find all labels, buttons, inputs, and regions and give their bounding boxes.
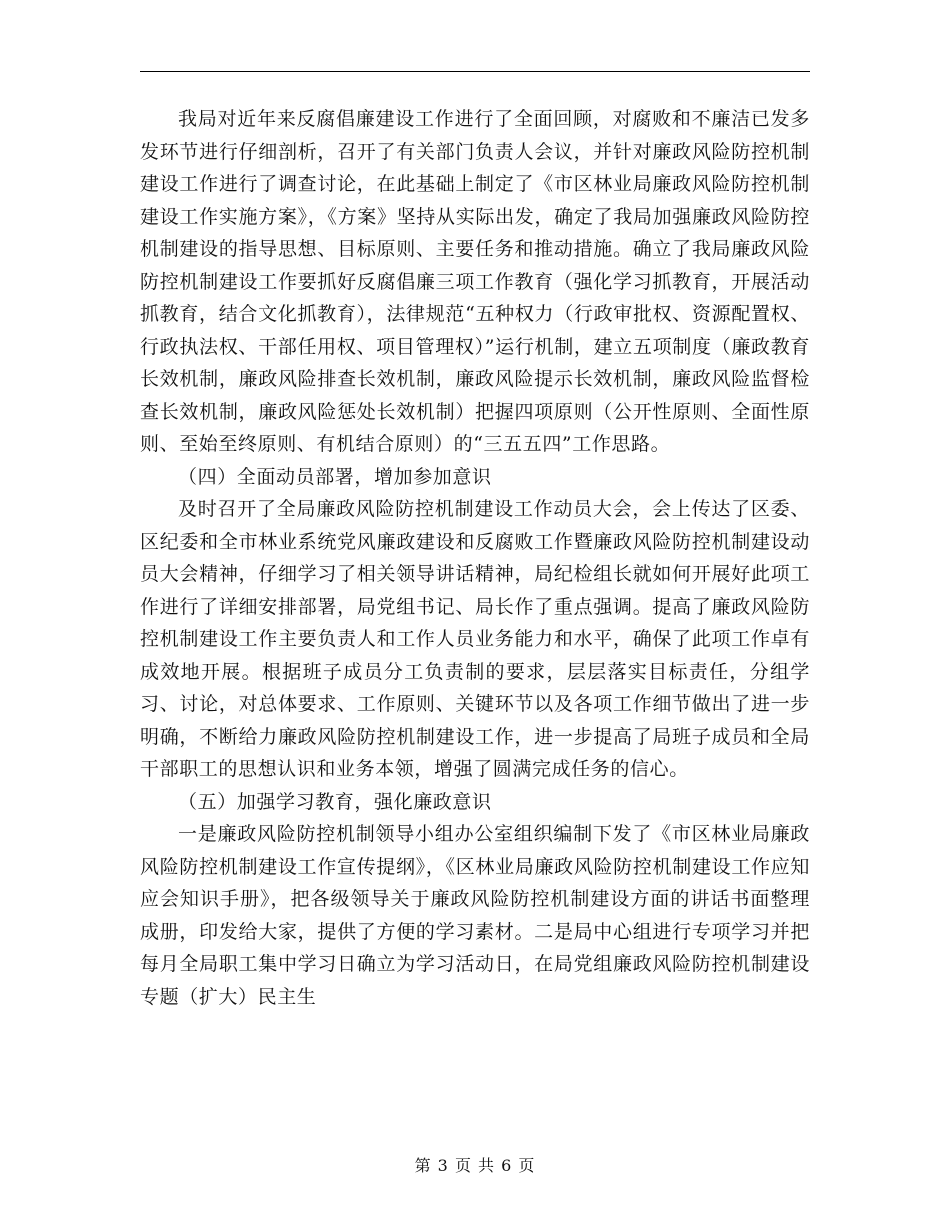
header-rule <box>140 71 810 72</box>
document-body <box>140 103 810 1013</box>
section-heading-5: （五）加强学习教育，强化廉政意识 <box>178 790 492 813</box>
page-number: 第 3 页 共 6 页 <box>414 1156 536 1175</box>
section-heading-4: （四）全面动员部署，增加参加意识 <box>178 465 492 488</box>
paragraph-study-education: 一是廉政风险防控机制领导小组办公室组织编制下发了《市区林业局廉政风险防控机制建设工作宣传提纲》，《区林业局廉政风险防控机制建设工作应知应会知识手册》，把各级领导关于廉政风险防控机制建设方面的讲话书面整理成册，印发给大家，提供了方便的学习素材。二是局中心组进行专项学习并把每月全局职工集中学习日确立为学习活动日，在局党组廉政风险防控机制建设专题（扩大）民主生 <box>140 823 810 1008</box>
paragraph-work-review: 我局对近年来反腐倡廉建设工作进行了全面回顾，对腐败和不廉洁已发多发环节进行仔细剖析，召开了有关部门负责人会议，并针对廉政风险防控机制建设工作进行了调查讨论，在此基础上制定了《市区林业局廉政风险防控机制建设工作实施方案》，《方案》坚持从实际出发，确定了我局加强廉政风险防控机制建设的指导思想、目标原则、主要任务和推动措施。确立了我局廉政风险防控机制建设工作要抓好反腐倡廉三项工作教育（强化学习抓教育，开展活动抓教育，结合文化抓教育），法律规范“五种权力（行政审批权、资源配置权、行政执法权、干部任用权、项目管理权）”运行机制，建立五项制度（廉政教育长效机制，廉政风险排查长效机制，廉政风险提示长效机制，廉政风险监督检查长效机制，廉政风险惩处长效机制）把握四项原则（公开性原则、全面性原则、至始至终原则、有机结合原则）的“三五五四”工作思路。 <box>140 108 810 455</box>
paragraph-mobilization: 及时召开了全局廉政风险防控机制建设工作动员大会，会上传达了区委、区纪委和全市林业系统党风廉政建设和反腐败工作暨廉政风险防控机制建设动员大会精神，仔细学习了相关领导讲话精神，局纪检组长就如何开展好此项工作进行了详细安排部署，局党组书记、局长作了重点强调。提高了廉政风险防控机制建设工作主要负责人和工作人员业务能力和水平，确保了此项工作卓有成效地开展。根据班子成员分工负责制的要求，层层落实目标责任，分组学习、讨论，对总体要求、工作原则、关键环节以及各项工作细节做出了进一步明确，不断给力廉政风险防控机制建设工作，进一步提高了局班子成员和全局干部职工的思想认识和业务本领，增强了圆满完成任务的信心。 <box>140 498 810 780</box>
